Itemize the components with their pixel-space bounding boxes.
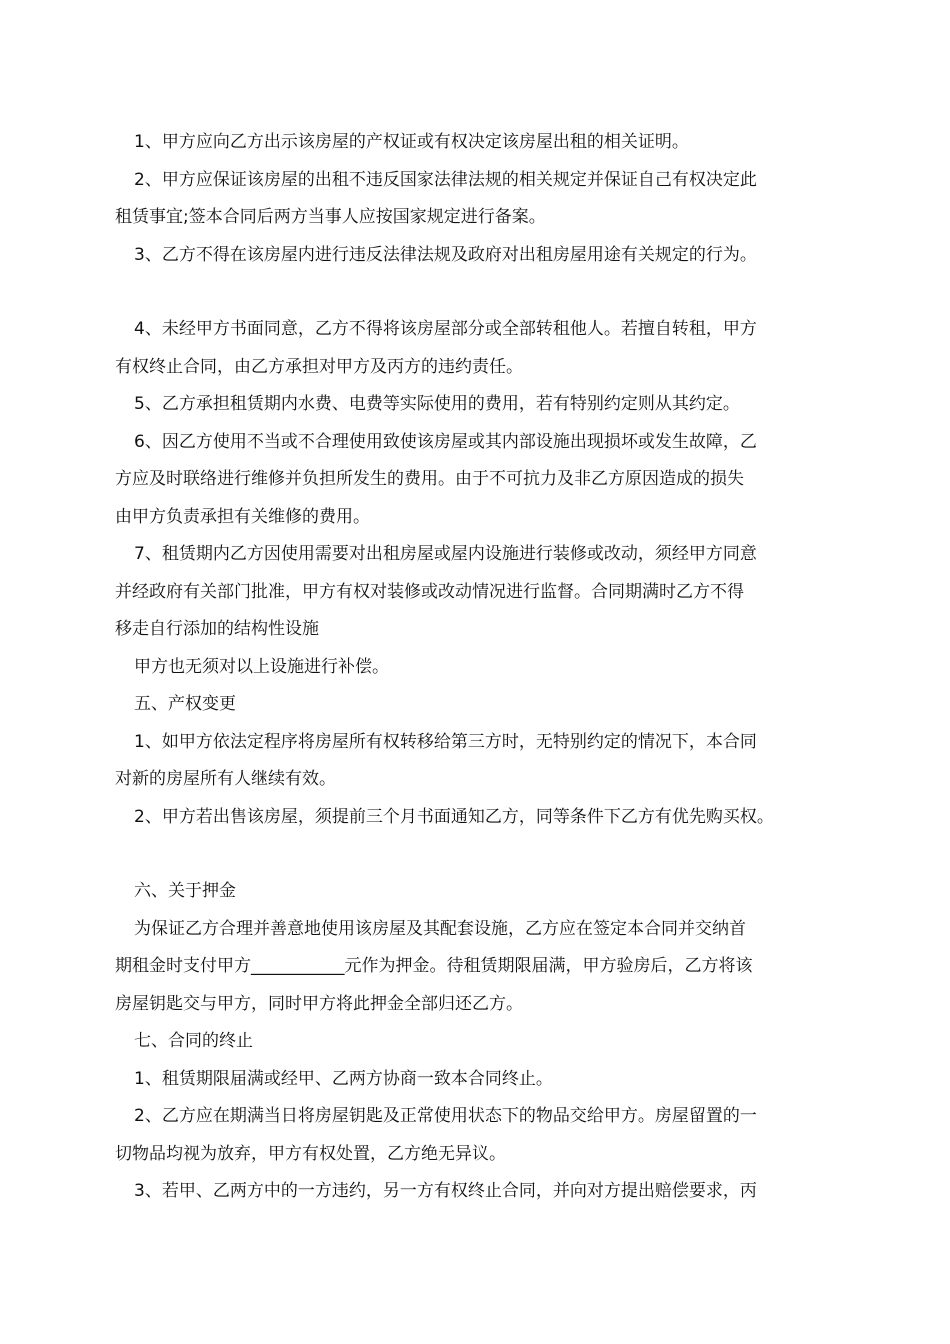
clause-4-line-1: 4、未经甲方书面同意，乙方不得将该房屋部分或全部转租他人。若擅自转租，甲方 — [134, 319, 757, 339]
clause-6-line-3: 由甲方负责承担有关维修的费用。 — [115, 506, 370, 527]
clause-7-line-2: 并经政府有关部门批准，甲方有权对装修或改动情况进行监督。合同期满时乙方不得 — [115, 581, 744, 602]
clause-6-line-1: 6、因乙方使用不当或不合理使用致使该房屋或其内部设施出现损坏或发生故障，乙 — [134, 431, 757, 452]
clause-7-line-1: 7、租赁期内乙方因使用需要对出租房屋或屋内设施进行装修或改动，须经甲方同意 — [134, 544, 757, 564]
deposit-line-2: 期租金时支付甲方___________元作为押金。待租赁期限届满，甲方验房后，乙方将该 — [115, 956, 753, 976]
section-heading-5: 五、产权变更 — [134, 694, 236, 714]
deposit-line-3: 房屋钥匙交与甲方，同时甲方将此押金全部归还乙方。 — [115, 993, 523, 1014]
clause-6-line-2: 方应及时联络进行维修并负担所发生的费用。由于不可抗力及非乙方原因造成的损失 — [115, 469, 744, 489]
section7-clause-2-line-1: 2、乙方应在期满当日将房屋钥匙及正常使用状态下的物品交给甲方。房屋留置的一 — [134, 1106, 757, 1126]
deposit-line-1: 为保证乙方合理并善意地使用该房屋及其配套设施，乙方应在签定本合同并交纳首 — [134, 918, 746, 939]
clause-7-continuation: 甲方也无须对以上设施进行补偿。 — [134, 656, 389, 677]
section7-clause-1-line-1: 1、租赁期限届满或经甲、乙两方协商一致本合同终止。 — [134, 1068, 553, 1089]
section7-clause-2-line-2: 切物品均视为放弃，甲方有权处置，乙方绝无异议。 — [115, 1143, 506, 1164]
clause-5-line-1: 5、乙方承担租赁期内水费、电费等实际使用的费用，若有特别约定则从其约定。 — [134, 394, 740, 414]
clause-7-line-3: 移走自行添加的结构性设施 — [115, 619, 319, 639]
section5-clause-1-line-1: 1、如甲方依法定程序将房屋所有权转移给第三方时，无特别约定的情况下，本合同 — [134, 731, 757, 752]
clause-4-line-2: 有权终止合同，由乙方承担对甲方及丙方的违约责任。 — [115, 356, 523, 377]
paragraph-gap — [115, 274, 845, 311]
clause-1-line-1: 1、甲方应向乙方出示该房屋的产权证或有权决定该房屋出租的相关证明。 — [134, 132, 689, 152]
clause-2-line-1: 2、甲方应保证该房屋的出租不违反国家法律法规的相关规定并保证自己有权决定此 — [134, 169, 757, 190]
section7-clause-3-line-1: 3、若甲、乙两方中的一方违约，另一方有权终止合同，并向对方提出赔偿要求，丙 — [134, 1181, 757, 1201]
clause-3-line-1: 3、乙方不得在该房屋内进行违反法律法规及政府对出租房屋用途有关规定的行为。 — [134, 244, 757, 265]
clause-2-line-2: 租赁事宜;签本合同后两方当事人应按国家规定进行备案。 — [115, 207, 546, 227]
document-body — [115, 124, 845, 1211]
section5-clause-2-line-1: 2、甲方若出售该房屋，须提前三个月书面通知乙方，同等条件下乙方有优先购买权。 — [134, 806, 774, 827]
paragraph-gap — [115, 836, 845, 873]
section-heading-6: 六、关于押金 — [134, 881, 236, 901]
section5-clause-1-line-2: 对新的房屋所有人继续有效。 — [115, 769, 336, 789]
section-heading-7: 七、合同的终止 — [134, 1031, 253, 1051]
